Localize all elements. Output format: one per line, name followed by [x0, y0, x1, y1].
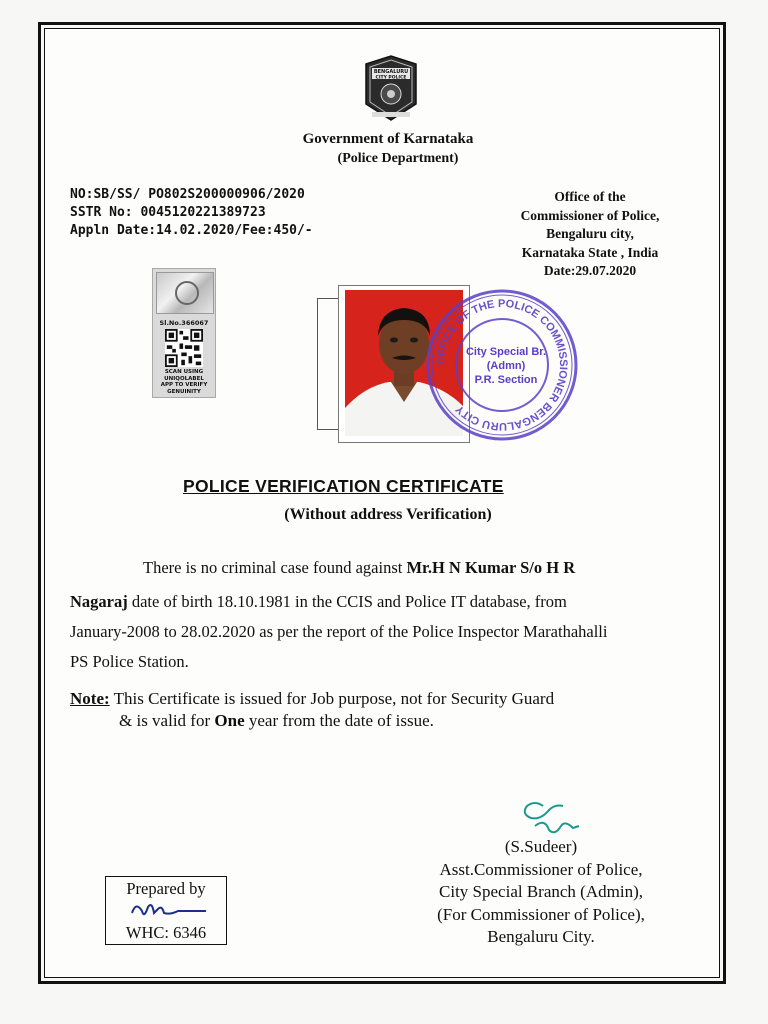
scan-line1: SCAN USING: [164, 369, 204, 375]
signatory-name: (S.Sudeer): [504, 837, 578, 856]
body-line3: January-2008 to 28.02.2020 as per the report of the Police Inspector Marathahalli: [70, 622, 608, 641]
prepared-label: Prepared by: [126, 879, 206, 898]
body-line1-text: There is no criminal case found against: [143, 558, 407, 577]
body-line4: PS Police Station.: [70, 652, 189, 671]
hologram-serial: Sl.No.366067: [159, 319, 209, 327]
office-address: [490, 188, 690, 281]
stamp-center-line2: (Admn): [486, 360, 526, 372]
hologram-instructions: [153, 369, 215, 395]
note-validity: One: [214, 711, 245, 730]
note-text: This Certificate is issued for Job purpose, not for Security Guard: [109, 689, 555, 708]
signatory-on-behalf: (For Commissioner of Police),: [437, 904, 645, 924]
office-line3: Bengaluru city,: [546, 226, 634, 241]
body-line1: [143, 558, 575, 578]
government-title: Government of Karnataka: [302, 131, 474, 147]
photo-bracket: [317, 298, 340, 430]
scan-line4: GENUINITY: [167, 388, 201, 395]
office-date: Date:29.07.2020: [543, 263, 637, 278]
note-label: Note:: [70, 689, 110, 708]
note-line2-a: & is valid for: [119, 711, 215, 730]
subject-name: Mr.H N Kumar S/o H R: [406, 558, 576, 577]
scan-line2: UNIQOLABEL: [164, 375, 204, 382]
ref-sstr: SSTR No: 0045120221389723: [70, 205, 266, 220]
stamp-ring-text: OFFICE OF THE POLICE COMMISSIONER BENGALURU CITY: [434, 297, 570, 433]
signatory-designation: Asst.Commissioner of Police,: [439, 859, 643, 879]
signatory-block: [406, 836, 676, 949]
office-line1: Office of the: [554, 189, 626, 204]
prepared-whc: WHC: 6346: [125, 923, 207, 942]
signatory-city: Bengaluru City.: [487, 927, 595, 946]
note-line2: [119, 711, 434, 731]
office-line4: Karnataka State , India: [521, 244, 659, 260]
note-line1: [70, 689, 554, 709]
hologram-label: [152, 268, 216, 398]
note-line2-b: year from the date of issue.: [244, 711, 434, 730]
hologram-seal-icon: [156, 272, 214, 314]
scan-line3: APP TO VERIFY: [160, 382, 208, 388]
department-title: (Police Department): [337, 151, 459, 166]
body-line2-text: date of birth 18.10.1981 in the CCIS and Police IT database, from: [127, 592, 567, 611]
office-line2: Commissioner of Police,: [520, 207, 660, 223]
emblem-line2: CITY POLICE: [375, 75, 407, 81]
reference-numbers: [70, 186, 313, 240]
police-emblem-icon: [358, 54, 424, 126]
prepared-by-box: [105, 876, 227, 945]
subject-name-cont: Nagaraj: [70, 592, 128, 611]
certificate-subtitle: (Without address Verification): [284, 506, 492, 523]
signatory-branch: City Special Branch (Admin),: [439, 882, 643, 901]
body-line2: [70, 592, 567, 612]
certificate-title: POLICE VERIFICATION CERTIFICATE: [183, 476, 504, 496]
qr-code-icon: [165, 329, 203, 367]
ref-appln: Appln Date:14.02.2020/Fee:450/-: [70, 223, 313, 238]
ref-no: NO:SB/SS/ PO802S200000906/2020: [70, 187, 305, 202]
prepared-signature-icon: [126, 897, 210, 923]
emblem-line1: BENGALURU: [373, 69, 409, 75]
police-stamp-icon: [424, 287, 580, 443]
stamp-center-line3: P.R. Section: [474, 374, 538, 386]
stamp-center-line1: City Special Br.: [465, 346, 547, 358]
